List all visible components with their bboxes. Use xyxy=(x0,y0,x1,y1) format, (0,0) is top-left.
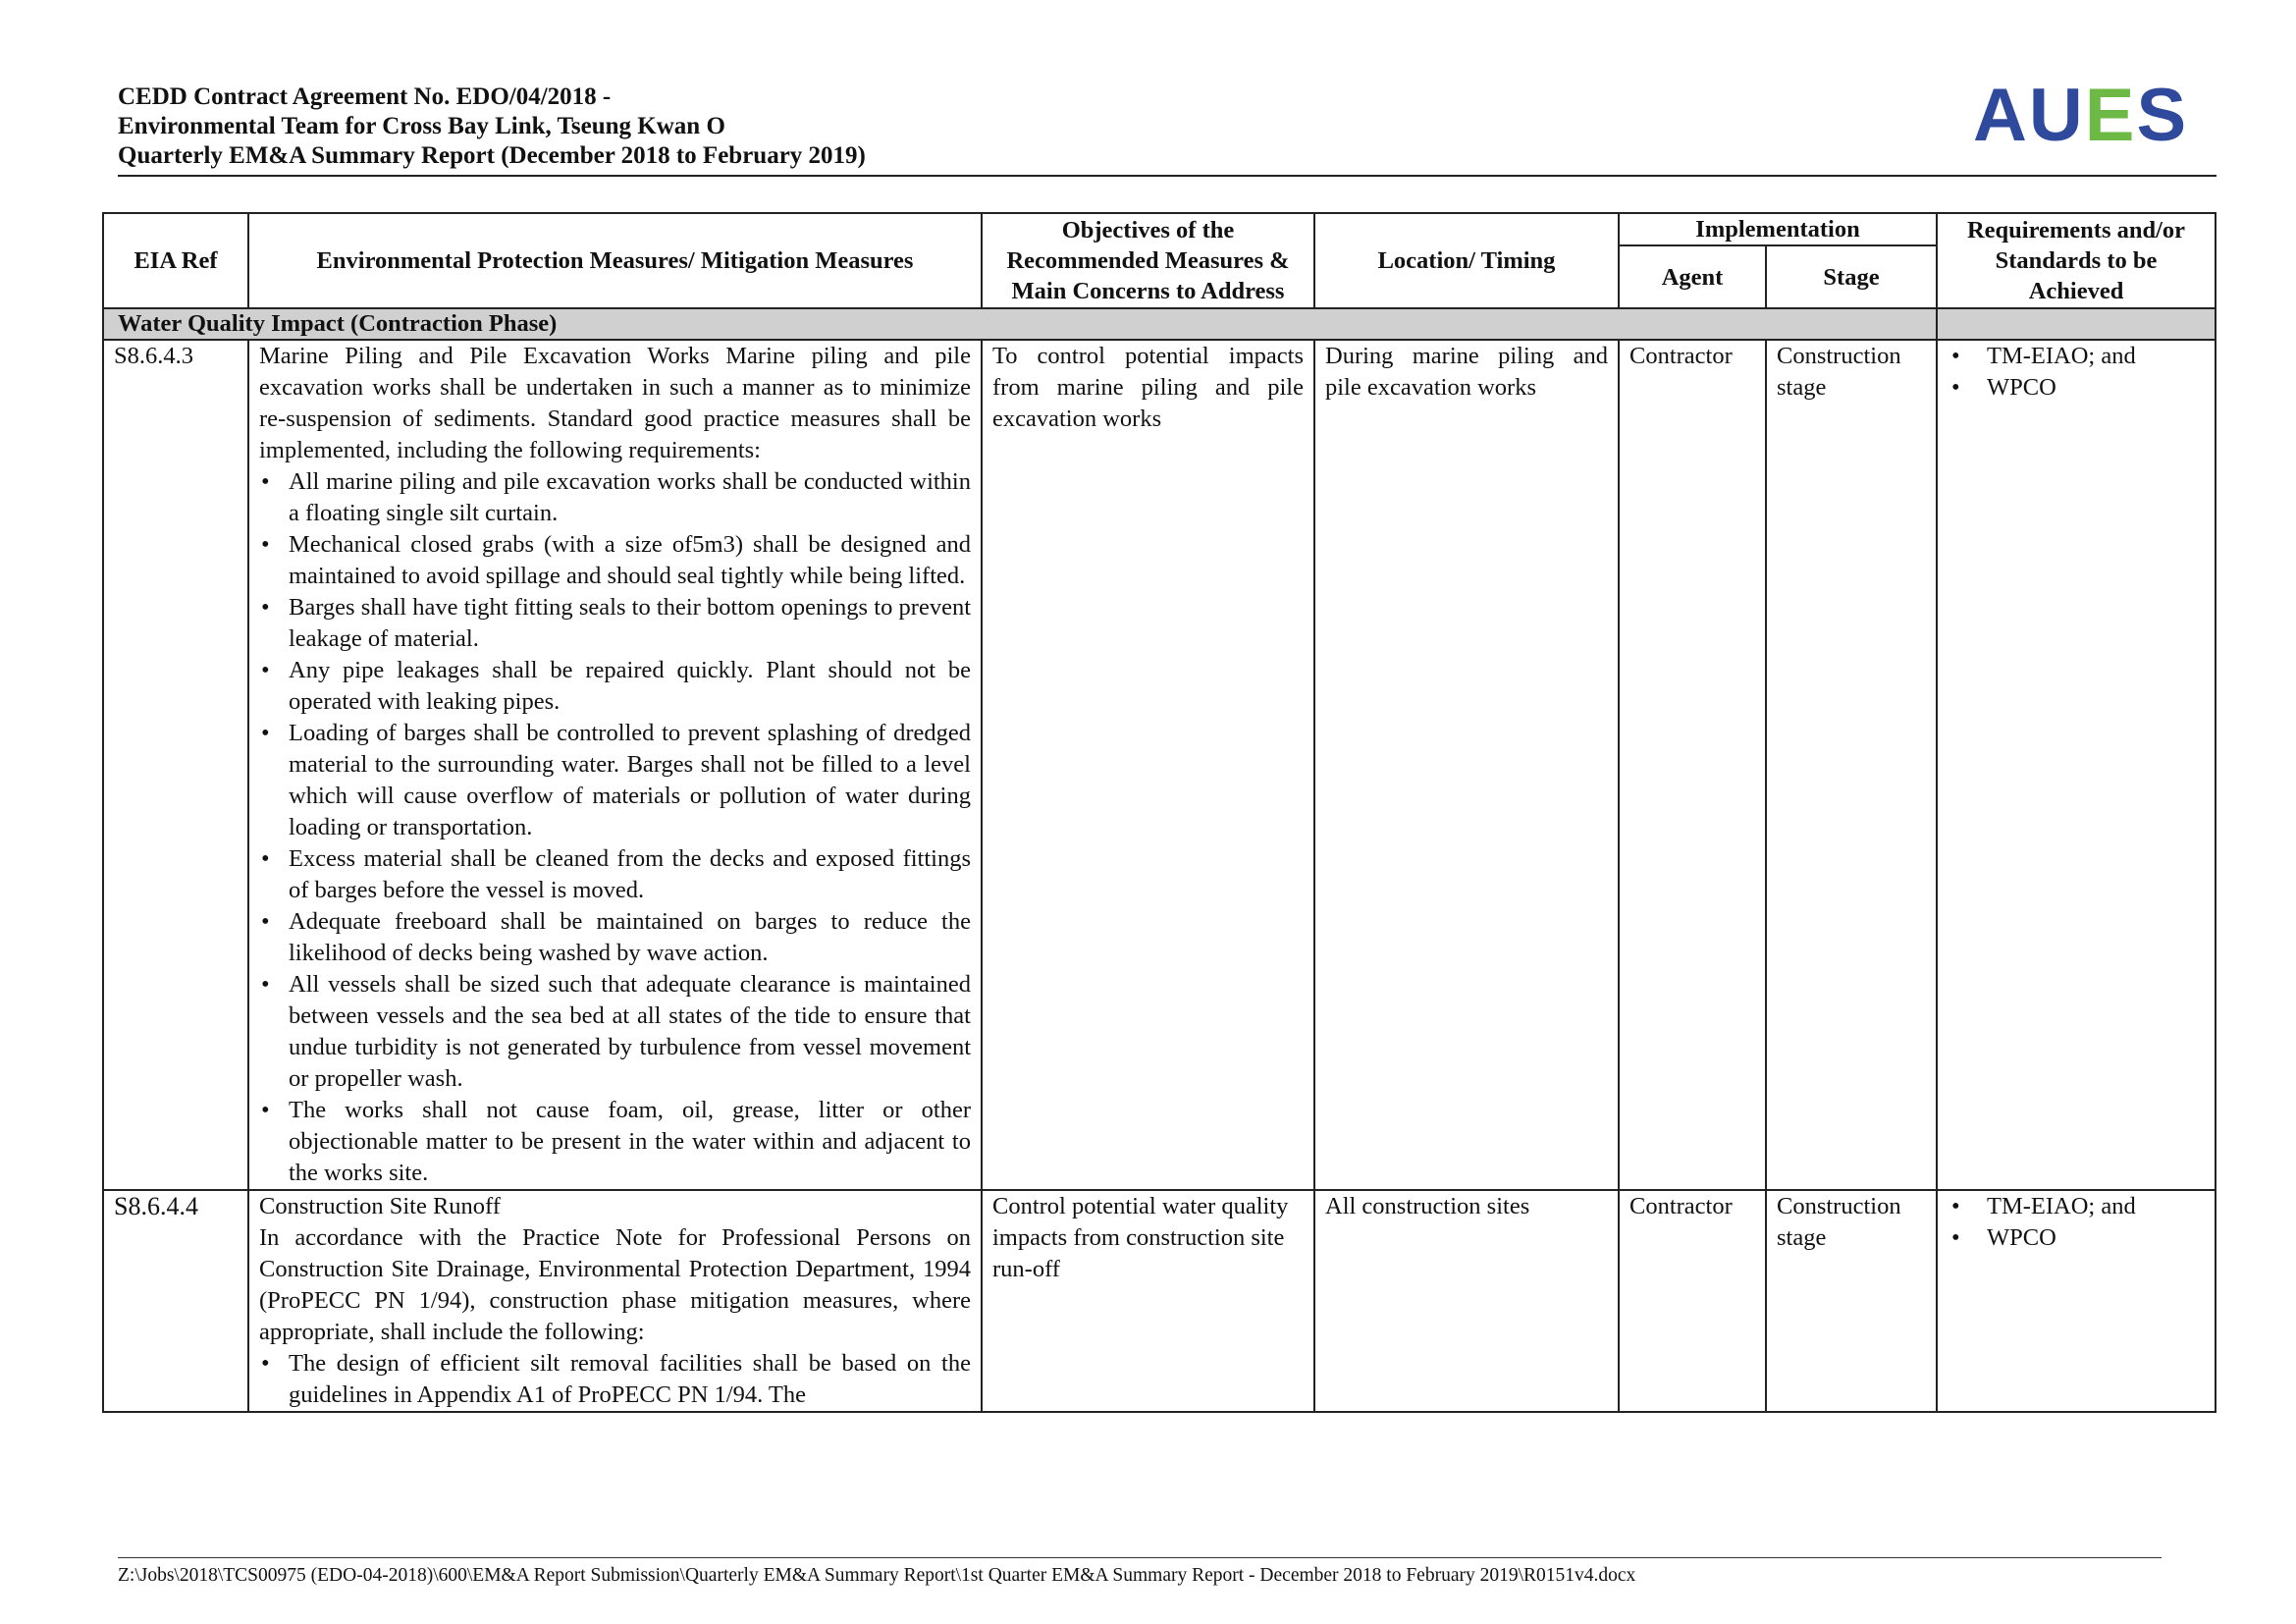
list-item: • All marine piling and pile excavation works shall be conducted within a floating single silt curtain. xyxy=(259,466,971,529)
list-item: • Barges shall have tight fitting seals to their bottom openings to prevent leakage of material. xyxy=(259,592,971,655)
col-header-measures: Environmental Protection Measures/ Mitigation Measures xyxy=(248,213,982,308)
list-item: • All vessels shall be sized such that adequate clearance is maintained between vessels and the sea bed at all states of the tide to ensure that undue turbidity is not generated by turbulence from vessel movement or propeller wash. xyxy=(259,969,971,1095)
header-team-line: Environmental Team for Cross Bay Link, Tseung Kwan O xyxy=(118,113,725,139)
list-item: • Loading of barges shall be controlled to prevent splashing of dredged material to the surrounding water. Barges shall not be filled to a level which will cause overflow of materials or pollution of water during loading or transportation. xyxy=(259,718,971,843)
list-item: • The design of efficient silt removal facilities shall be based on the guidelines in Appendix A1 of ProPECC PN 1/94. The xyxy=(259,1348,971,1411)
section-row-blank-cell xyxy=(1937,308,2216,340)
footer-file-path: Z:\Jobs\2018\TCS00975 (EDO-04-2018)\600\EM&A Report Submission\Quarterly EM&A Summary Report\1st Quarter EM&A Summary Report - December 2018 to February 2019\R0151v4.docx xyxy=(118,1565,1636,1586)
col-header-eia-ref: EIA Ref xyxy=(103,213,248,308)
mitigation-measures-table xyxy=(102,212,2216,1413)
agent-cell: Contractor xyxy=(1619,1190,1766,1412)
col-header-agent: Agent xyxy=(1619,245,1766,308)
col-header-implementation: Implementation xyxy=(1619,213,1937,245)
list-item: • Any pipe leakages shall be repaired quickly. Plant should not be operated with leaking pipes. xyxy=(259,655,971,718)
list-item: • Mechanical closed grabs (with a size of5m3) shall be designed and maintained to avoid spillage and should seal tightly while being lifted. xyxy=(259,529,971,592)
logo-text-au: AU xyxy=(1973,74,2085,157)
logo-text-e: E xyxy=(2084,74,2137,157)
col-header-location: Location/ Timing xyxy=(1314,213,1619,308)
table-row xyxy=(103,1190,2216,1412)
measures-bullet-list xyxy=(259,1348,971,1411)
measures-intro: Marine Piling and Pile Excavation Works Marine piling and pile excavation works shall be undertaken in such a manner as to minimize re-suspension of sediments. Standard good practice measures shall be implemented, including the following requirements: xyxy=(259,343,971,463)
measures-bullet-list xyxy=(259,466,971,1189)
objective-cell: Control potential water quality impacts from construction site run-off xyxy=(982,1190,1314,1412)
requirements-cell xyxy=(1937,340,2216,1190)
header-divider xyxy=(118,175,2216,177)
header-report-line: Quarterly EM&A Summary Report (December 2018 to February 2019) xyxy=(118,142,866,169)
list-item: • Excess material shall be cleaned from the decks and exposed fittings of barges before the vessel is moved. xyxy=(259,843,971,906)
list-item: • WPCO xyxy=(1948,372,2205,404)
list-item: • The works shall not cause foam, oil, grease, litter or other objectionable matter to be present in the water within and adjacent to the works site. xyxy=(259,1095,971,1189)
col-header-objectives: Objectives of the Recommended Measures & Main Concerns to Address xyxy=(982,213,1314,308)
requirements-cell xyxy=(1937,1190,2216,1412)
list-item: • WPCO xyxy=(1948,1222,2205,1254)
footer-divider xyxy=(118,1557,2162,1558)
measures-cell xyxy=(248,340,982,1190)
header-contract-line: CEDD Contract Agreement No. EDO/04/2018 - xyxy=(118,83,612,110)
objective-cell: To control potential impacts from marine piling and pile excavation works xyxy=(982,340,1314,1190)
list-item: • TM-EIAO; and xyxy=(1948,341,2205,372)
location-cell: During marine piling and pile excavation works xyxy=(1314,340,1619,1190)
eia-ref-cell: S8.6.4.3 xyxy=(103,340,248,1190)
stage-cell: Construction stage xyxy=(1766,1190,1937,1412)
measures-title: Construction Site Runoff xyxy=(259,1193,501,1219)
col-header-requirements: Requirements and/or Standards to be Achieved xyxy=(1937,213,2216,308)
section-title: Water Quality Impact (Contraction Phase) xyxy=(103,308,1937,340)
measures-cell xyxy=(248,1190,982,1412)
requirements-list xyxy=(1948,341,2205,404)
section-row xyxy=(103,308,2216,340)
stage-cell: Construction stage xyxy=(1766,340,1937,1190)
eia-ref-cell: S8.6.4.4 xyxy=(103,1190,248,1412)
table-header-row xyxy=(103,213,2216,245)
list-item: • Adequate freeboard shall be maintained on barges to reduce the likelihood of decks being washed by wave action. xyxy=(259,906,971,969)
aues-logo xyxy=(1973,74,2189,157)
list-item: • TM-EIAO; and xyxy=(1948,1191,2205,1222)
document-header xyxy=(118,82,2218,171)
location-cell: All construction sites xyxy=(1314,1190,1619,1412)
table-row xyxy=(103,340,2216,1190)
col-header-stage: Stage xyxy=(1766,245,1937,308)
requirements-list xyxy=(1948,1191,2205,1254)
measures-intro: In accordance with the Practice Note for Professional Persons on Construction Site Drainage, Environmental Protection Department, 1994 (ProPECC PN 1/94), construction phase mitigation measures, where appropriate, shall include the following: xyxy=(259,1224,971,1345)
logo-text-s: S xyxy=(2136,74,2189,157)
agent-cell: Contractor xyxy=(1619,340,1766,1190)
